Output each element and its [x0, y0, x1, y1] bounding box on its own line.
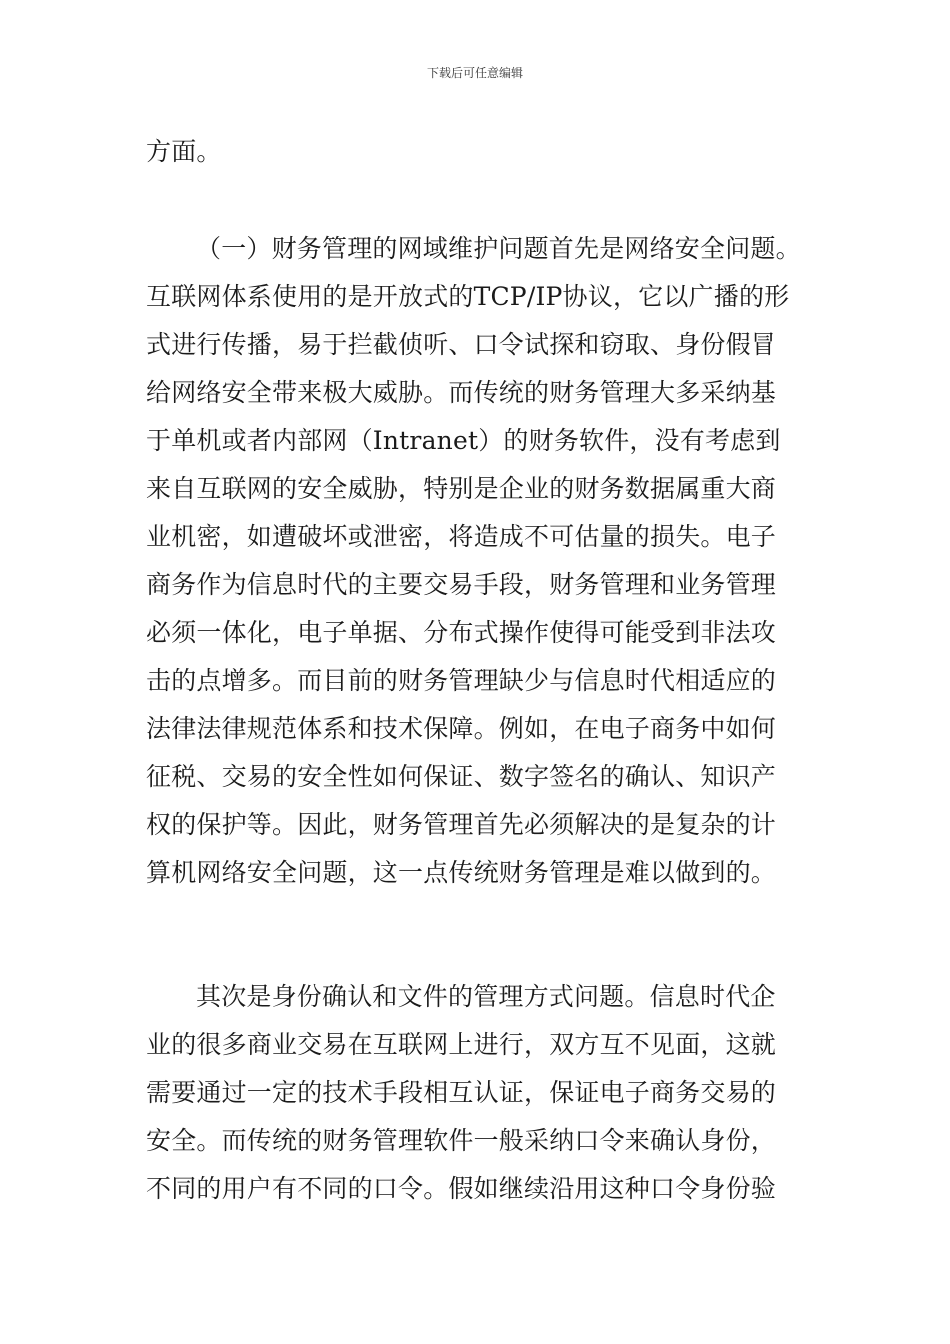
text-line: 权的保护等。因此，财务管理首先必须解决的是复杂的计 — [146, 810, 777, 839]
text-line: 于单机或者内部网（Intranet）的财务软件，没有考虑到 — [146, 426, 781, 455]
text-line: 安全。而传统的财务管理软件一般采纳口令来确认身份， — [146, 1126, 777, 1155]
text-line: 给网络安全带来极大威胁。而传统的财务管理大多采纳基 — [146, 378, 777, 407]
text-line: 击的点增多。而目前的财务管理缺少与信息时代相适应的 — [146, 666, 777, 695]
text-line: 需要通过一定的技术手段相互认证，保证电子商务交易的 — [146, 1078, 777, 1107]
text-line: 商务作为信息时代的主要交易手段，财务管理和业务管理 — [146, 570, 777, 599]
text-line: 法律法律规范体系和技术保障。例如，在电子商务中如何 — [146, 714, 777, 743]
text-line: 算机网络安全问题，这一点传统财务管理是难以做到的。 — [146, 858, 777, 887]
text-line: 其次是身份确认和文件的管理方式问题。信息时代企 — [196, 982, 776, 1011]
text-line: 征税、交易的安全性如何保证、数字签名的确认、知识产 — [146, 762, 777, 791]
page-header: 下载后可任意编辑 — [426, 66, 523, 80]
text-line: 互联网体系使用的是开放式的TCP/IP协议，它以广播的形 — [146, 282, 790, 311]
text-line: 方面。 — [146, 137, 222, 166]
text-line: （一）财务管理的网域维护问题首先是网络安全问题。 — [196, 234, 801, 263]
text-line: 式进行传播，易于拦截侦听、口令试探和窃取、身份假冒 — [146, 330, 777, 359]
text-line: 业的很多商业交易在互联网上进行，双方互不见面，这就 — [146, 1030, 777, 1059]
text-line: 业机密，如遭破坏或泄密，将造成不可估量的损失。电子 — [146, 522, 777, 551]
text-line: 来自互联网的安全威胁，特别是企业的财务数据属重大商 — [146, 474, 777, 503]
text-line: 不同的用户有不同的口令。假如继续沿用这种口令身份验 — [146, 1174, 777, 1203]
text-line: 必须一体化，电子单据、分布式操作使得可能受到非法攻 — [146, 618, 777, 647]
